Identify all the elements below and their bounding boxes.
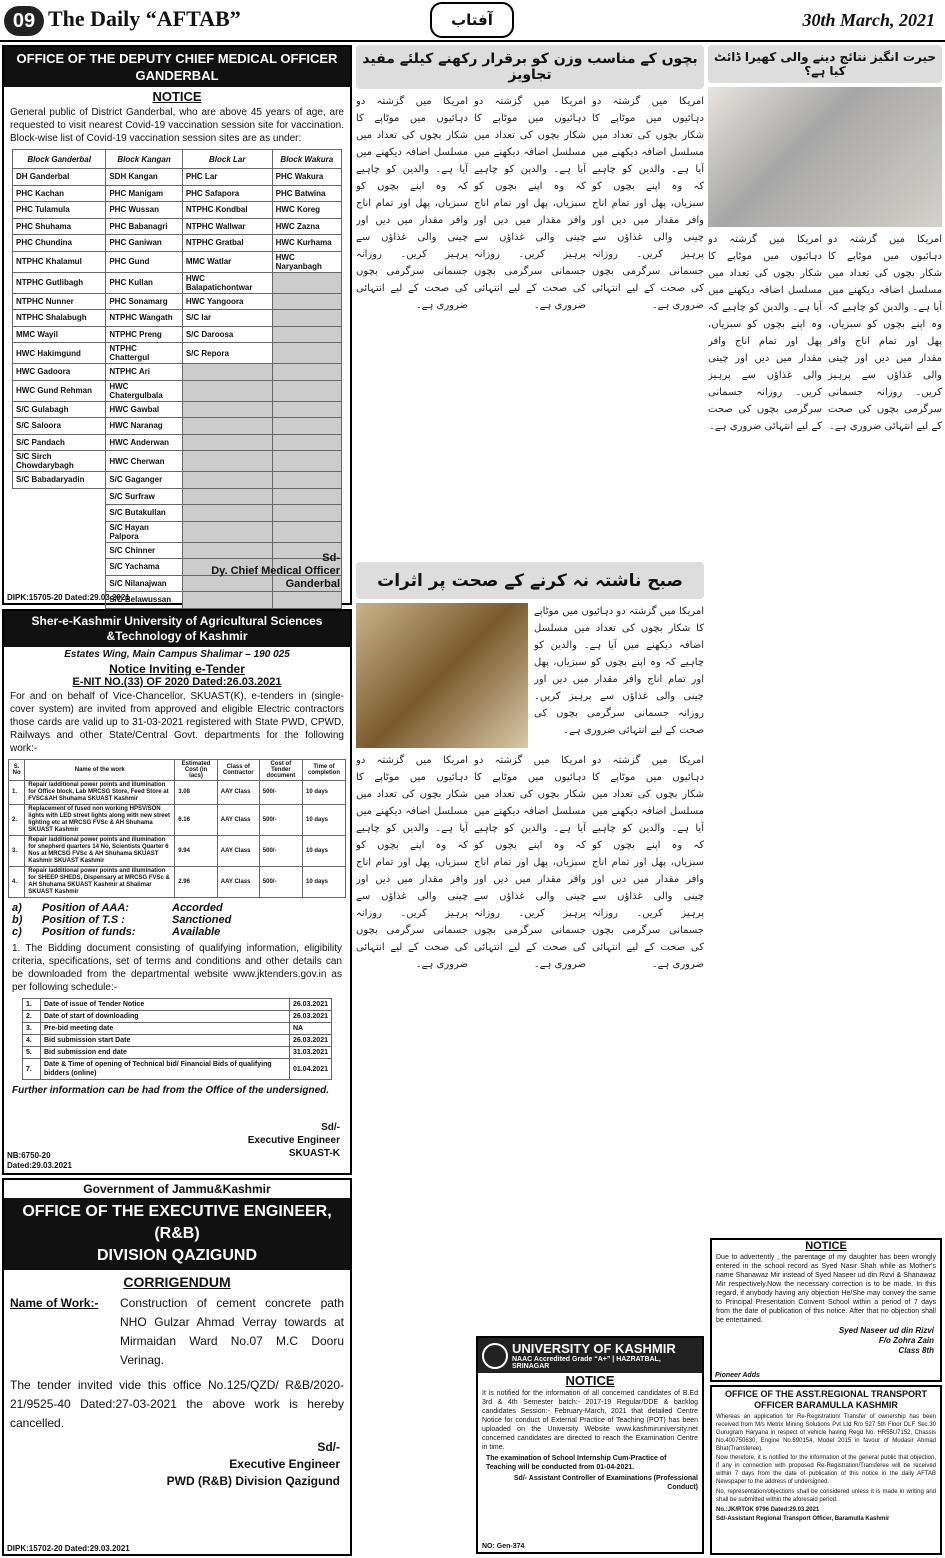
- table-cell: [272, 272, 341, 293]
- table-cell: [272, 488, 341, 505]
- rto-body2: Now therefore, it is notified for the information of the general public that objection, if any in connection with proposed Re-Registration/Transferee will be received within 7 days from the date of publication of this notice in the daily AFTAB Newspaper to the address of undersigned.: [716, 1455, 936, 1485]
- table-row: [9, 805, 346, 836]
- rb-org: PWD (R&B) Division Qazigund: [166, 1474, 340, 1488]
- rb-dipk: DIPK:15702-20 Dated:29.03.2021: [7, 1544, 130, 1553]
- table-cell: [182, 472, 272, 489]
- table-row: [13, 434, 342, 451]
- position-label: Position of funds:: [42, 926, 136, 938]
- table-cell: [272, 326, 341, 343]
- small-notice-fo: F/o Zohra Zain: [878, 1336, 934, 1345]
- table-cell: [13, 575, 106, 592]
- table-cell: NTPHC Khalamul: [13, 251, 106, 272]
- table-row: [13, 505, 342, 522]
- table-cell: PHC Kullan: [106, 272, 182, 293]
- table-cell: HWC Chatergulbala: [106, 380, 182, 401]
- table-header-cell: Name of the work: [25, 760, 175, 781]
- position-value: Accorded: [172, 902, 223, 914]
- cmo-place: Ganderbal: [285, 578, 340, 590]
- skuast-dated: Dated:29.03.2021: [7, 1161, 72, 1170]
- table-cell: NTPHC Chattergul: [106, 343, 182, 364]
- table-row: [9, 781, 346, 805]
- cmo-notice: [2, 45, 352, 605]
- table-cell: HWC Hakimgund: [13, 343, 106, 364]
- table-cell: [182, 451, 272, 472]
- table-cell: 2.: [23, 1011, 41, 1023]
- table-row: [13, 488, 342, 505]
- table-row: [23, 1059, 332, 1080]
- kashmir-university-notice: [476, 1336, 704, 1554]
- table-row: [23, 999, 332, 1011]
- table-cell: [182, 434, 272, 451]
- table-row: [13, 472, 342, 489]
- breakfast-photo: [356, 603, 528, 748]
- rb-work-text: Construction of cement concrete path NHO Gulzar Ahmad Verray towards at Mirmaidan Ward No.07 M.C Dooru Verinag.: [120, 1296, 344, 1367]
- table-cell: PHC Wussan: [106, 202, 182, 219]
- table-cell: Repair /additional power points and illumination for Office block, Lab MRCSG Store, Feed Store at FVSC&AH Shuhama SKUAST Kashmir: [25, 781, 175, 805]
- table-cell: 6.16: [175, 805, 218, 836]
- table-cell: NTPHC Gutlibagh: [13, 272, 106, 293]
- table-cell: HWC Gadoora: [13, 364, 106, 381]
- tender-positions: [4, 900, 350, 940]
- table-row: [13, 364, 342, 381]
- newspaper-logo: آفتاب: [430, 2, 514, 38]
- table-cell: [272, 521, 341, 542]
- table-cell: PHC Manigam: [106, 185, 182, 202]
- article3-intro: امریکا میں گزشتہ دو دہائیوں میں موٹاپے کا شکار بچوں کی تعداد میں مسلسل اضافہ دیکھنے میں آیا ہے۔ والدین کو چاہیے کہ وہ اپنے بچوں کو سبزیاں، پھل اور تمام اناج وافر مقدار میں دیں اور چینی والی غذاؤں سے پرہیز کریں۔ روزانہ جسمانی سرگرمی بچوں کی صحت کے لیے انتہائی ضروری ہے۔: [534, 606, 704, 736]
- rb-body: The tender invited vide this office No.125/QZD/ R&B/2020-21/9525-40 Dated:27-03-2021 the above work is hereby cancelled.: [10, 1378, 344, 1430]
- table-header-cell: Block Ganderbal: [13, 150, 106, 169]
- article3-title: صبح ناشتہ نہ کرنے کے صحت پر اثرات: [356, 562, 704, 599]
- table-cell: [182, 401, 272, 418]
- table-cell: [272, 592, 341, 609]
- rto-title-line2: OFFICER BARAMULLA KASHMIR: [754, 1400, 898, 1410]
- table-cell: [182, 364, 272, 381]
- table-cell: PHC Ganiwan: [106, 235, 182, 252]
- table-cell: [272, 505, 341, 522]
- table-cell: DH Ganderbal: [13, 169, 106, 186]
- table-cell: 01.04.2021: [289, 1059, 331, 1080]
- table-cell: PHC Gund: [106, 251, 182, 272]
- table-cell: 1.: [23, 999, 41, 1011]
- position-value: Sanctioned: [172, 914, 232, 926]
- rto-no: No.:JK/RTOK 9796 Dated:29.03.2021: [716, 1507, 820, 1513]
- table-cell: HWC Naryanbagh: [272, 251, 341, 272]
- table-cell: Date & Time of opening of Technical bid/ Financial Bids of qualifying bidders (online): [41, 1059, 290, 1080]
- article3-col3: امریکا میں گزشتہ دو دہائیوں میں موٹاپے کا شکار بچوں کی تعداد میں مسلسل اضافہ دیکھنے میں آیا ہے۔ والدین کو چاہیے کہ وہ اپنے بچوں کو سبزیاں، پھل اور تمام اناج وافر مقدار میں دیں اور چینی والی غذاؤں سے پرہیز کریں۔ روزانہ جسمانی سرگرمی بچوں کی صحت کے لیے انتہائی ضروری ہے۔: [592, 755, 704, 970]
- table-cell: [272, 293, 341, 310]
- table-row: [9, 867, 346, 898]
- table-cell: NTPHC Nunner: [13, 293, 106, 310]
- table-cell: [272, 451, 341, 472]
- table-cell: Bid submission end date: [41, 1047, 290, 1059]
- table-cell: [13, 542, 106, 559]
- rb-work-label: Name of Work:-: [10, 1296, 99, 1310]
- table-cell: [272, 380, 341, 401]
- skuast-notice: [2, 609, 352, 1175]
- table-cell: 4.: [9, 867, 25, 898]
- table-header-cell: Time of completion: [302, 760, 345, 781]
- ku-title: UNIVERSITY OF KASHMIR: [512, 1341, 676, 1356]
- table-cell: AAY Class: [217, 781, 259, 805]
- table-header-cell: Cost of Tender document: [259, 760, 302, 781]
- table-cell: 500/-: [259, 867, 302, 898]
- skuast-further: Further information can be had from the Office of the undersigned.: [12, 1085, 330, 1096]
- rb-signatory: Executive Engineer: [229, 1457, 340, 1471]
- table-cell: HWC Kurhama: [272, 235, 341, 252]
- table-row: [13, 202, 342, 219]
- table-cell: S/C Nilanajwan: [106, 575, 182, 592]
- table-cell: Replacement of fused non working HPSV/SON lights with LED street lights along with new street lighting etc at MRCSG FVSc & AH Shuhama SKUAST Kashmir: [25, 805, 175, 836]
- table-cell: S/C Saloora: [13, 418, 106, 435]
- table-cell: 10 days: [302, 836, 345, 867]
- table-cell: S/C lar: [182, 310, 272, 327]
- table-cell: S/C Gaganger: [106, 472, 182, 489]
- table-row: [13, 418, 342, 435]
- table-cell: AAY Class: [217, 805, 259, 836]
- table-cell: HWC Gawbal: [106, 401, 182, 418]
- table-cell: Repair /additional power points and illumination for SHEEP SHEDS, Dispensary at MRCSG FVSc & AH Shuhama SKUAST Kashmir at Shalimar SKUAST Kashmir: [25, 867, 175, 898]
- table-cell: 26.03.2021: [289, 1035, 331, 1047]
- ku-heading: NOTICE: [565, 1373, 615, 1388]
- table-cell: 3.: [23, 1023, 41, 1035]
- article1-title: بچوں کے مناسب وزن کو برقرار رکھنے کیلئے مفید تجاویز: [356, 45, 704, 89]
- article2-col2: امریکا میں گزشتہ دو دہائیوں میں موٹاپے کا شکار بچوں کی تعداد میں مسلسل اضافہ دیکھنے میں آیا ہے۔ والدین کو چاہیے کہ وہ اپنے بچوں کو سبزیاں، پھل اور تمام اناج وافر مقدار میں دیں اور چینی والی غذاؤں سے پرہیز کریں۔ روزانہ جسمانی سرگرمی بچوں کی صحت کے لیے انتہائی ضروری ہے۔: [828, 234, 942, 432]
- page-number: 09: [4, 6, 44, 36]
- table-header-cell: Block Wakura: [272, 150, 341, 169]
- table-cell: [272, 434, 341, 451]
- paper-name: The Daily “AFTAB”: [48, 6, 241, 31]
- position-value: Available: [172, 926, 221, 938]
- table-row: [13, 293, 342, 310]
- issue-date: 30th March, 2021: [802, 10, 935, 30]
- table-cell: SDH Kangan: [106, 169, 182, 186]
- table-cell: 3.08: [175, 781, 218, 805]
- position-key: c): [12, 926, 22, 938]
- table-cell: S/C Butakullan: [106, 505, 182, 522]
- table-cell: [182, 488, 272, 505]
- skuast-body: For and on behalf of Vice-Chancellor, SKUAST(K), e-tenders in (single-cover system) are invited from approved and eligible Electric contractors those cards are valid up to 31-03-2021 registered with State PWD, CPWD, Railways and other State/Central Govt. departments for the following work:-: [10, 691, 344, 754]
- table-cell: S/C Babadaryadin: [13, 472, 106, 489]
- skuast-title: Sher-e-Kashmir University of Agricultural Sciences &Technology of Kashmir: [4, 611, 350, 647]
- table-cell: 26.03.2021: [289, 999, 331, 1011]
- table-cell: S/C Gulabagh: [13, 401, 106, 418]
- cmo-dipk: DIPK:15705-20 Dated:29.03.2021: [7, 593, 130, 602]
- table-cell: Bid submission start Date: [41, 1035, 290, 1047]
- table-cell: NA: [289, 1023, 331, 1035]
- table-row: [23, 1011, 332, 1023]
- table-header-cell: Estimated Cost (in lacs): [175, 760, 218, 781]
- table-cell: 2.: [9, 805, 25, 836]
- ku-signatory: Sd/- Assistant Controller of Examinations (Professional Conduct): [513, 1475, 698, 1491]
- table-row: [13, 326, 342, 343]
- table-cell: 26.03.2021: [289, 1011, 331, 1023]
- table-cell: [13, 559, 106, 576]
- skuast-subtitle: Estates Wing, Main Campus Shalimar – 190 025: [64, 649, 290, 660]
- table-cell: HWC Yangoora: [182, 293, 272, 310]
- skuast-sd: Sd/-: [321, 1122, 340, 1133]
- position-label: Position of AAA:: [42, 902, 129, 914]
- skuast-clause: 1. The Bidding document consisting of qualifying information, eligibility criteria, specifications, set of terms and conditions and other details can be downloaded from the departmental website www.jktenders.gov.in as per following schedule:-: [12, 943, 342, 993]
- table-cell: PHC Tulamula: [13, 202, 106, 219]
- table-cell: 500/-: [259, 836, 302, 867]
- table-cell: [272, 310, 341, 327]
- vaccination-sites-table: [12, 149, 342, 609]
- table-cell: PHC Wakura: [272, 169, 341, 186]
- small-notice-body: Due to advertently , the parentage of my daughter has been wrongly entered in the school record as Syed Nasir Shah while as Mother's name Shanawaz Mir instead of Syed Naseer ud din Rizvi & Shanawaz Mir respectively.Now the necessary correction is to be made. In this regard, if anybody having any objection He/She may convey the same to Principal Presentation Convent School within a period of 7 days from the date of publication of this notice. After that no objection shall be entertained.: [716, 1254, 936, 1324]
- rto-body3: No, representation/objections shall be considered unless it is made in writing and shall be submitted within the aforesaid period.: [716, 1489, 936, 1503]
- article3-col1: امریکا میں گزشتہ دو دہائیوں میں موٹاپے کا شکار بچوں کی تعداد میں مسلسل اضافہ دیکھنے میں آیا ہے۔ والدین کو چاہیے کہ وہ اپنے بچوں کو سبزیاں، پھل اور تمام اناج وافر مقدار میں دیں اور چینی والی غذاؤں سے پرہیز کریں۔ روزانہ جسمانی سرگرمی بچوں کی صحت کے لیے انتہائی ضروری ہے۔: [356, 755, 468, 970]
- table-header-cell: Block Kangan: [106, 150, 182, 169]
- tender-works-table: [8, 759, 346, 898]
- table-header-cell: Class of Contractor: [217, 760, 259, 781]
- table-cell: Date of start of downloading: [41, 1011, 290, 1023]
- cmo-title-line1: OFFICE OF THE DEPUTY CHIEF MEDICAL OFFICER: [16, 51, 338, 66]
- cmo-title-line2: GANDERBAL: [135, 68, 219, 83]
- table-cell: 1.: [9, 781, 25, 805]
- cmo-body: General public of District Ganderbal, who are above 45 years of age, are requested to visit nearest Covid-19 vaccination session site for vaccination. Block-wise list of Covid-19 vaccination session sites are as under:: [10, 107, 344, 144]
- position-key: b): [12, 914, 23, 926]
- small-notice-name: Syed Naseer ud din Rizvi: [838, 1326, 934, 1335]
- table-cell: AAY Class: [217, 836, 259, 867]
- table-row: [13, 185, 342, 202]
- table-cell: [182, 521, 272, 542]
- cmo-title: [4, 47, 350, 87]
- table-row: [13, 451, 342, 472]
- table-cell: NTPHC Wangath: [106, 310, 182, 327]
- table-cell: PHC Chundina: [13, 235, 106, 252]
- table-cell: HWC Gund Rehman: [13, 380, 106, 401]
- table-cell: [272, 364, 341, 381]
- rb-title-line1: OFFICE OF THE EXECUTIVE ENGINEER, (R&B): [22, 1203, 332, 1242]
- cmo-heading: NOTICE: [152, 89, 202, 104]
- table-row: [13, 521, 342, 542]
- cmo-signatory: Dy. Chief Medical Officer: [211, 565, 340, 577]
- table-cell: Repair /additional power points and illumination for shepherd quarters 14 No, Scientists Quarter 6 Nos at MRCSG FVSc & AH Shuhama SKUAST Kashmir SKUAST Kashmir: [25, 836, 175, 867]
- table-cell: [13, 521, 106, 542]
- urdu-article-breakfast: [356, 562, 704, 1332]
- table-cell: NTPHC Preng: [106, 326, 182, 343]
- table-cell: [272, 472, 341, 489]
- table-cell: PHC Kachan: [13, 185, 106, 202]
- table-cell: S/C Chinner: [106, 542, 182, 559]
- urdu-article-diet: [708, 45, 942, 1235]
- table-cell: PHC Lar: [182, 169, 272, 186]
- diet-photo: [708, 87, 942, 227]
- table-cell: S/C Surfraw: [106, 488, 182, 505]
- table-cell: PHC Shuhama: [13, 218, 106, 235]
- table-cell: S/C Yachama: [106, 559, 182, 576]
- article1-col3: امریکا میں گزشتہ دو دہائیوں میں موٹاپے کا شکار بچوں کی تعداد میں مسلسل اضافہ دیکھنے میں آیا ہے۔ والدین کو چاہیے کہ وہ اپنے بچوں کو سبزیاں، پھل اور تمام اناج وافر مقدار میں دیں اور چینی والی غذاؤں سے پرہیز کریں۔ روزانہ جسمانی سرگرمی بچوں کی صحت کے لیے انتہائی ضروری ہے۔: [592, 96, 704, 311]
- table-row: [13, 343, 342, 364]
- table-row: [23, 1047, 332, 1059]
- table-cell: Date of issue of Tender Notice: [41, 999, 290, 1011]
- table-cell: PHC Batwina: [272, 185, 341, 202]
- table-cell: HWC Anderwan: [106, 434, 182, 451]
- article1-col1: امریکا میں گزشتہ دو دہائیوں میں موٹاپے کا شکار بچوں کی تعداد میں مسلسل اضافہ دیکھنے میں آیا ہے۔ والدین کو چاہیے کہ وہ اپنے بچوں کو سبزیاں، پھل اور تمام اناج وافر مقدار میں دیں اور چینی والی غذاؤں سے پرہیز کریں۔ روزانہ جسمانی سرگرمی بچوں کی صحت کے لیے انتہائی ضروری ہے۔: [356, 96, 468, 311]
- table-cell: AAY Class: [217, 867, 259, 898]
- table-cell: 10 days: [302, 867, 345, 898]
- table-cell: [182, 380, 272, 401]
- rb-gov: Government of Jammu&Kashmir: [83, 1182, 271, 1196]
- table-cell: 31.03.2021: [289, 1047, 331, 1059]
- table-row: [13, 218, 342, 235]
- table-cell: HWC Naranag: [106, 418, 182, 435]
- rto-body1: Whereas an application for Re-Registration/ Transfer of ownership has been received from M/s Metrix Mining Solutions Pvt Ltd R/o 527 5th Floor DLF Sec.30 Gurugram Haryana in respect of vehicle having Regd No. HR55U7152, Chassis No.400750630, Engine No.690154, Model 2015 in favour of Mudasir Ahmad Bhat(Transferee).: [716, 1414, 936, 1452]
- table-cell: HWC Koreg: [272, 202, 341, 219]
- table-cell: [13, 505, 106, 522]
- table-cell: 7.: [23, 1059, 41, 1080]
- table-cell: [272, 418, 341, 435]
- table-cell: MMC Wayil: [13, 326, 106, 343]
- table-cell: S/C Pandach: [13, 434, 106, 451]
- table-cell: 5.: [23, 1047, 41, 1059]
- table-cell: NTPHC Shalabugh: [13, 310, 106, 327]
- university-emblem-icon: [482, 1343, 508, 1369]
- table-row: [13, 235, 342, 252]
- table-cell: 4.: [23, 1035, 41, 1047]
- table-cell: MMC Watlar: [182, 251, 272, 272]
- table-cell: S/C Repora: [182, 343, 272, 364]
- rto-signatory: Sd/-Assistant Regional Transport Officer, Baramulla Kashmir: [716, 1516, 890, 1522]
- rb-heading: CORRIGENDUM: [123, 1274, 231, 1290]
- rb-sd: Sd/-: [317, 1440, 340, 1454]
- table-row: [13, 251, 342, 272]
- small-notice-pioneer: Pioneer Adds: [715, 1372, 760, 1379]
- urdu-article-weight: [356, 45, 704, 557]
- table-cell: S/C Belawussan: [106, 592, 182, 609]
- table-row: [13, 310, 342, 327]
- article2-col1: امریکا میں گزشتہ دو دہائیوں میں موٹاپے کا شکار بچوں کی تعداد میں مسلسل اضافہ دیکھنے میں آیا ہے۔ والدین کو چاہیے کہ وہ اپنے بچوں کو سبزیاں، پھل اور تمام اناج وافر مقدار میں دیں اور چینی والی غذاؤں سے پرہیز کریں۔ روزانہ جسمانی سرگرمی بچوں کی صحت کے لیے انتہائی ضروری ہے۔: [708, 234, 822, 432]
- rto-title-line1: OFFICE OF THE ASST.REGIONAL TRANSPORT: [724, 1389, 927, 1399]
- rto-notice: [710, 1385, 942, 1555]
- table-cell: NTPHC Gratbal: [182, 235, 272, 252]
- table-cell: PHC Safapora: [182, 185, 272, 202]
- table-cell: [182, 505, 272, 522]
- table-row: [13, 401, 342, 418]
- position-label: Position of T.S :: [42, 914, 125, 926]
- table-cell: 10 days: [302, 805, 345, 836]
- table-cell: [13, 488, 106, 505]
- article2-title: حیرت انگیز نتائج دینے والی کھیرا ڈائٹ کیا ہے؟: [708, 45, 942, 83]
- table-cell: S/C Hayan Palpora: [106, 521, 182, 542]
- rb-title-line2: DIVISION QAZIGUND: [96, 1247, 257, 1264]
- table-cell: 500/-: [259, 805, 302, 836]
- cmo-sd: Sd-: [322, 552, 340, 564]
- table-cell: HWC Cherwan: [106, 451, 182, 472]
- table-row: [13, 272, 342, 293]
- ku-no: NO: Gen-374: [482, 1543, 525, 1550]
- skuast-signatory: Executive Engineer: [247, 1135, 340, 1146]
- table-row: [13, 380, 342, 401]
- table-cell: NTPHC Kondbal: [182, 202, 272, 219]
- parentage-notice: [710, 1238, 942, 1382]
- position-row: [12, 926, 342, 938]
- table-cell: [182, 418, 272, 435]
- table-header-cell: Block Lar: [182, 150, 272, 169]
- table-cell: PHC Babanagri: [106, 218, 182, 235]
- table-cell: 500/-: [259, 781, 302, 805]
- table-row: [9, 836, 346, 867]
- position-key: a): [12, 902, 22, 914]
- position-row: [12, 902, 342, 914]
- table-cell: [272, 401, 341, 418]
- table-cell: [272, 343, 341, 364]
- table-cell: S/C Daroosa: [182, 326, 272, 343]
- article3-col2: امریکا میں گزشتہ دو دہائیوں میں موٹاپے کا شکار بچوں کی تعداد میں مسلسل اضافہ دیکھنے میں آیا ہے۔ والدین کو چاہیے کہ وہ اپنے بچوں کو سبزیاں، پھل اور تمام اناج وافر مقدار میں دیں اور چینی والی غذاؤں سے پرہیز کریں۔ روزانہ جسمانی سرگرمی بچوں کی صحت کے لیے انتہائی ضروری ہے۔: [474, 755, 586, 970]
- tender-schedule-table: [22, 998, 332, 1080]
- table-cell: NTPHC Wallwar: [182, 218, 272, 235]
- table-row: [23, 1035, 332, 1047]
- table-cell: 3.: [9, 836, 25, 867]
- table-cell: 9.94: [175, 836, 218, 867]
- table-cell: HWC Zazna: [272, 218, 341, 235]
- rb-notice: [2, 1178, 352, 1556]
- table-cell: NTPHC Ari: [106, 364, 182, 381]
- table-cell: 10 days: [302, 781, 345, 805]
- table-cell: 2.96: [175, 867, 218, 898]
- small-notice-heading: NOTICE: [805, 1240, 847, 1252]
- table-cell: [182, 592, 272, 609]
- article1-col2: امریکا میں گزشتہ دو دہائیوں میں موٹاپے کا شکار بچوں کی تعداد میں مسلسل اضافہ دیکھنے میں آیا ہے۔ والدین کو چاہیے کہ وہ اپنے بچوں کو سبزیاں، پھل اور تمام اناج وافر مقدار میں دیں اور چینی والی غذاؤں سے پرہیز کریں۔ روزانہ جسمانی سرگرمی بچوں کی صحت کے لیے انتہائی ضروری ہے۔: [474, 96, 586, 311]
- skuast-heading: Notice Inviting e-Tender: [109, 662, 245, 676]
- ku-bullet: The examination of School Internship Cum-Practice of Teaching will be conducted from 01-04-2021.: [486, 1455, 667, 1471]
- table-cell: PHC Sonamarg: [106, 293, 182, 310]
- skuast-enit: E-NIT NO.(33) OF 2020 Dated:26.03.2021: [72, 676, 282, 688]
- skuast-org: SKUAST-K: [288, 1148, 340, 1159]
- table-cell: HWC Balapatichontwar: [182, 272, 272, 293]
- position-row: [12, 914, 342, 926]
- table-header-cell: S. No: [9, 760, 25, 781]
- table-row: [23, 1023, 332, 1035]
- table-cell: Pre-bid meeting date: [41, 1023, 290, 1035]
- masthead: [0, 0, 945, 42]
- table-row: [13, 169, 342, 186]
- small-notice-class: Class 8th: [898, 1346, 934, 1355]
- ku-body: It is notified for the information of all concerned candidates of B.Ed 3rd & 4th Semester batch:- 2017-19 Regular/DDE & backlog candidates Session:- February-March, 2021 that detailed Centre Notice for conduct of External Practice of Teaching (POT) has been uploaded on the University Website www.kashmiruniversity.net concerned candidates are directed to reach the Examination Centre in time.: [482, 1390, 698, 1451]
- skuast-nb: NB:6750-20: [7, 1151, 51, 1160]
- ku-subtitle: NAAC Accredited Grade “A+” | HAZRATBAL, SRINAGAR: [512, 1356, 661, 1370]
- table-cell: S/C Sirch Chowdarybagh: [13, 451, 106, 472]
